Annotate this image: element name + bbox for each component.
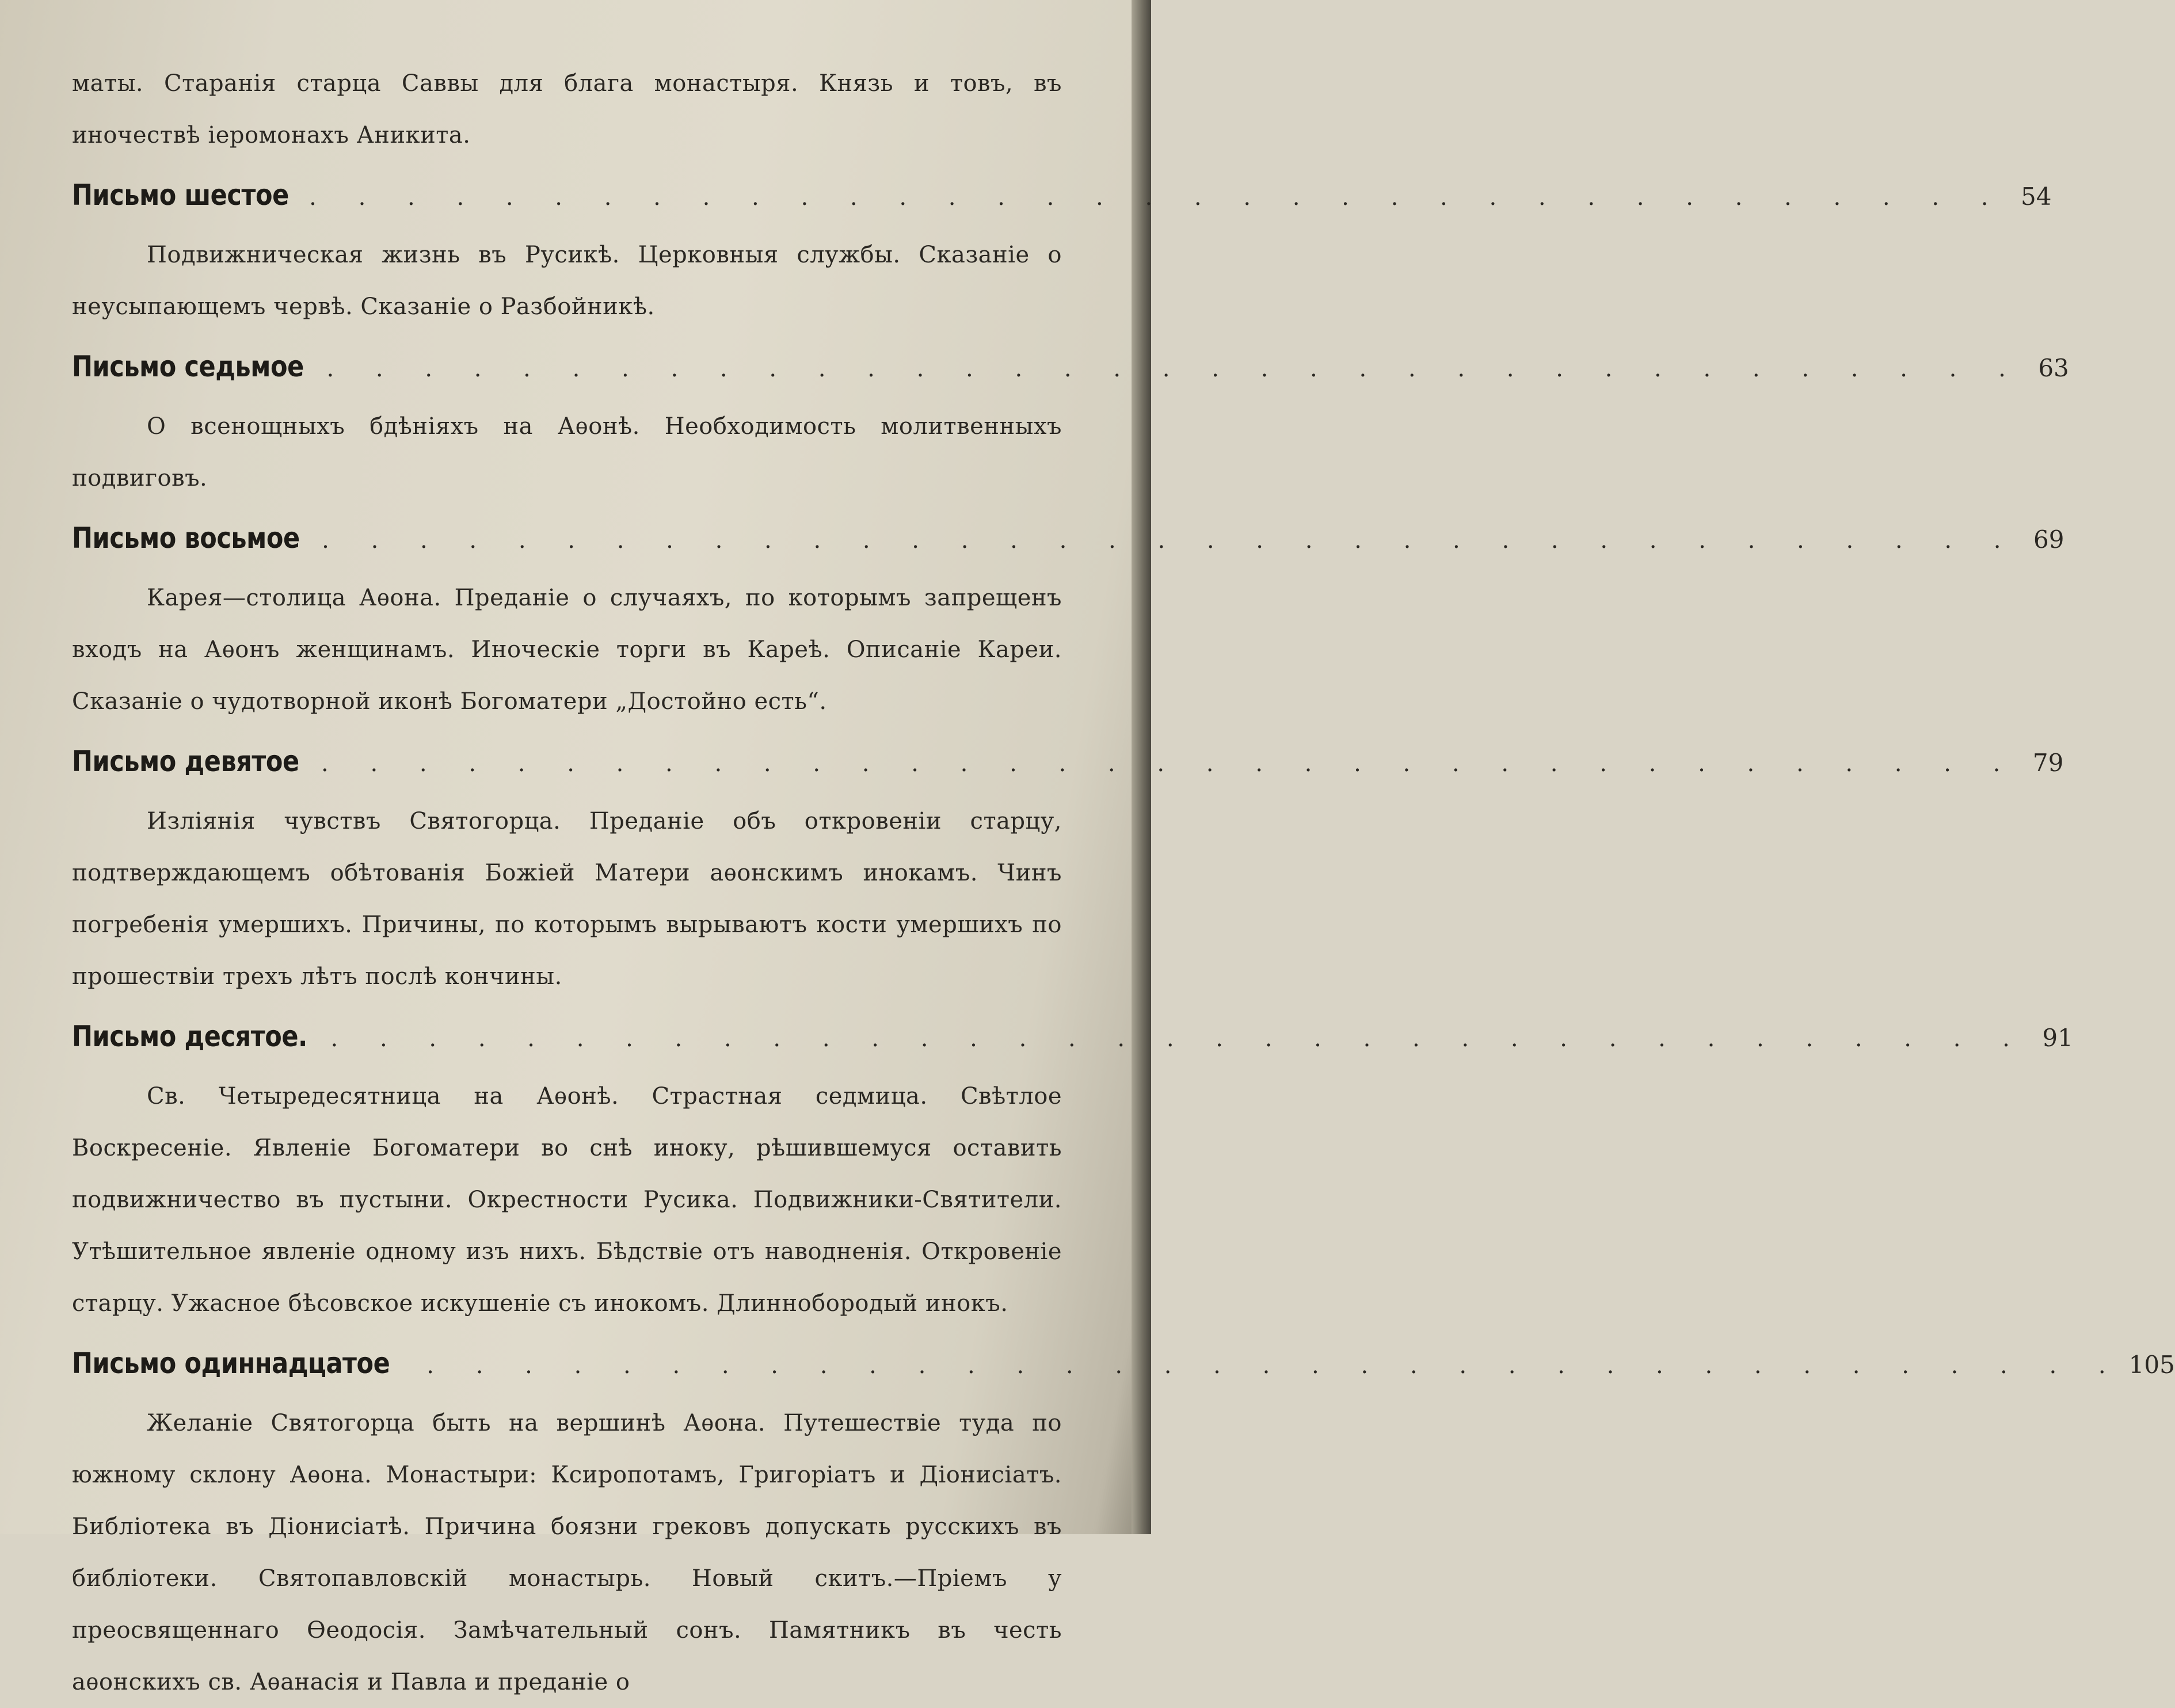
dot-leader: . . . . . . . . . . . . . . . . . . . . . . . . . . . . . . . . . . . <box>322 527 2018 554</box>
page-number: 69 <box>2033 525 2064 554</box>
page-number: 79 <box>2032 749 2064 777</box>
letter-summary: Подвижническая жизнь въ Русикѣ. Церковныя службы. Сказаніе о неусыпающемъ червѣ. Сказаніе о Разбойникѣ. <box>72 242 1062 320</box>
dot-leader: . . . . . . . . . . . . . . . . . . . . . . . . . . . . . . . . . . . <box>330 1025 2027 1052</box>
letter-title: Письмо одиннадцатое <box>72 1347 390 1380</box>
letter-summary: Карея—столица Аѳона. Преданіе о случаяхъ, по которымъ запрещенъ входъ на Аѳонъ женщинамъ. Иноческіе торги въ Кареѣ. Описаніе Кареи. Сказаніе о чудотворной иконѣ Богоматери „Достойно есть“. <box>72 585 1062 715</box>
dot-leader: . . . . . . . . . . . . . . . . . . . . . . . . . . . . . . . . . . . <box>426 1352 2123 1379</box>
dot-leader: . . . . . . . . . . . . . . . . . . . . . . . . . . . . . . . . . . . <box>309 184 2006 211</box>
table-of-contents <box>72 58 2175 1708</box>
toc-entry-heading <box>72 504 2064 572</box>
toc-entry-heading <box>72 333 2069 401</box>
page-number: 63 <box>2038 354 2069 382</box>
letter-title: Письмо восьмое <box>72 521 300 555</box>
toc-entry-heading <box>72 161 2052 229</box>
toc-entry-heading <box>72 1329 2175 1397</box>
dot-leader: . . . . . . . . . . . . . . . . . . . . . . . . . . . . . . . . . . . <box>326 356 2023 382</box>
letter-title: Письмо девятое <box>72 745 299 778</box>
letter-summary: Изліянія чувствъ Святогорца. Преданіе объ откровеніи старцу, подтверждающемъ обѣтованія Божіей Матери аѳонскимъ инокамъ. Чинъ погребенія умершихъ. Причины, по которымъ вырываютъ кости умершихъ по прошествіи трехъ лѣтъ послѣ кончины. <box>72 808 1062 990</box>
dot-leader: . . . . . . . . . . . . . . . . . . . . . . . . . . . . . . . . . . . <box>321 750 2018 777</box>
letter-title: Письмо шестое <box>72 178 289 212</box>
intro-text: маты. Старанія старца Саввы для блага монастыря. Князь и товъ, въ иночествѣ іеромонахъ Аникита. <box>72 70 1062 148</box>
page-number: 91 <box>2042 1024 2073 1052</box>
letter-summary: Желаніе Святогорца быть на вершинѣ Аѳона. Путешествіе туда по южному склону Аѳона. Монастыри: Ксиропотамъ, Григоріатъ и Діонисіатъ. Библіотека въ Діонисіатѣ. Причина боязни грековъ допускать русскихъ въ библіотеки. Святопавловскій монастырь. Новый скитъ.—Пріемъ у преосвященнаго Ѳеодосія. Замѣчательный сонъ. Памятникъ въ честь аѳонскихъ св. Аѳанасія и Павла и преданіе о <box>72 1410 1062 1695</box>
toc-entry-heading <box>72 1002 2073 1070</box>
page-number: 54 <box>2021 182 2052 211</box>
letter-title: Письмо седьмое <box>72 350 304 383</box>
page-number: 105 <box>2128 1351 2175 1379</box>
letter-summary: Св. Четыредесятница на Аѳонѣ. Страстная седмица. Свѣтлое Воскресеніе. Явленіе Богоматери во снѣ иноку, рѣшившемуся оставить подвижничество въ пустыни. Окрестности Русика. Подвижники-Святители. Утѣшительное явленіе одному изъ нихъ. Бѣдствіе отъ наводненія. Откровеніе старцу. Ужасное бѣсовское искушеніе съ инокомъ. Длиннобородый инокъ. <box>72 1083 1062 1317</box>
letter-title: Письмо десятое. <box>72 1020 307 1053</box>
toc-entry-heading <box>72 727 2064 795</box>
letter-summary: О всенощныхъ бдѣніяхъ на Аѳонѣ. Необходимость молитвенныхъ подвиговъ. <box>72 413 1062 491</box>
